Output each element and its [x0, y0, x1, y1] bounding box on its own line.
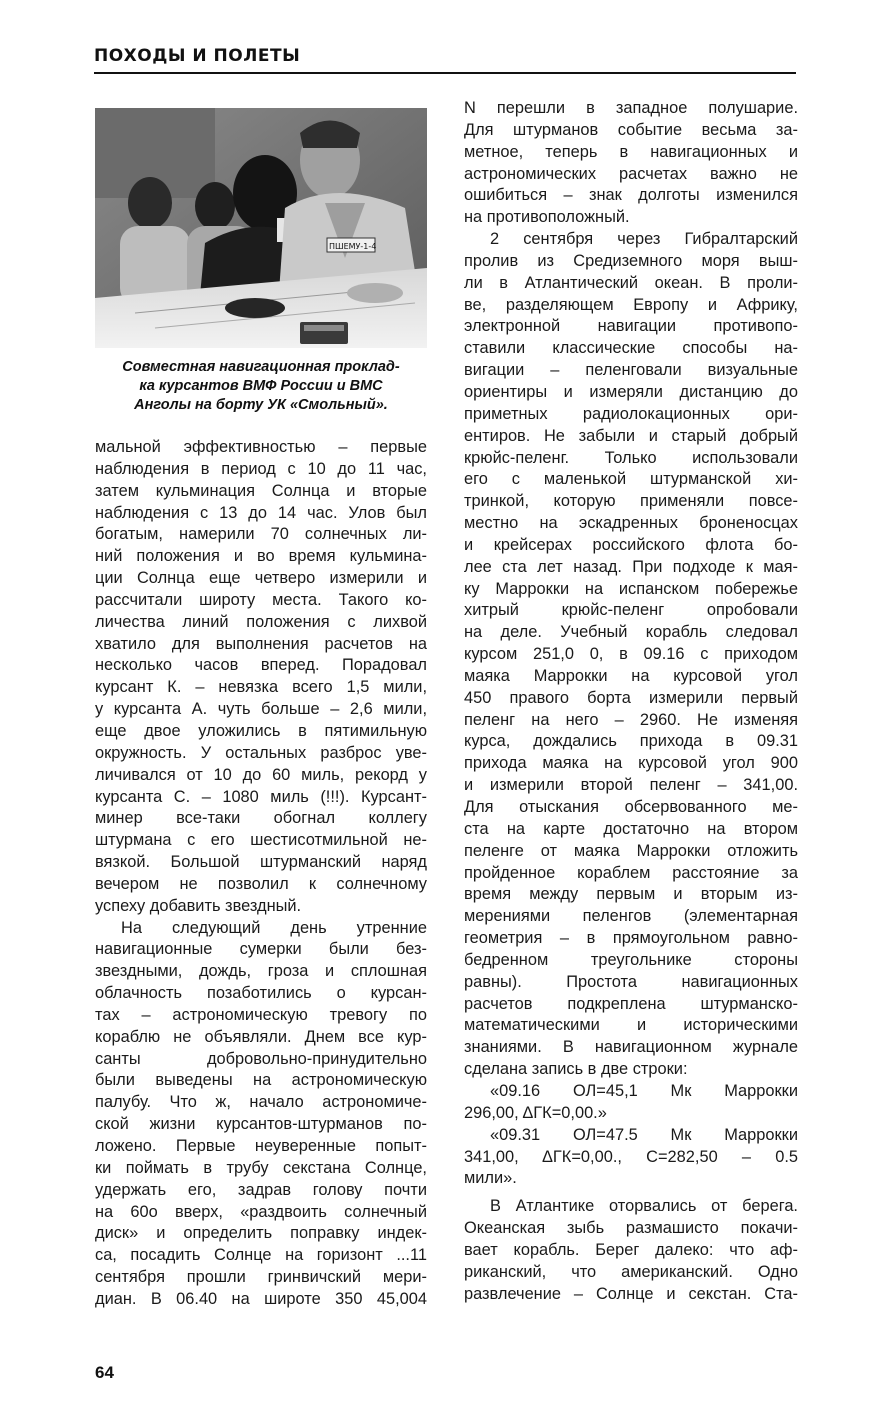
text-line: вает корабль. Берег далеко: что аф-	[464, 1240, 798, 1259]
text-line: сентября прошли гринвичский мери-	[95, 1268, 427, 1287]
text-line: курсанта С. – 1080 миль (!!!). Курсант-	[95, 787, 427, 806]
text-line: курсом 251,0 0, в 09.16 с приходом	[464, 645, 798, 664]
text-line: мили».	[464, 1169, 517, 1188]
text-line: богатым, намерили 70 солнечных ли-	[95, 525, 427, 544]
text-line: и измерили второй пеленг – 341,00.	[464, 776, 798, 795]
name-tag-text: ПШЕМУ-1-4	[329, 242, 377, 251]
right-text-column	[464, 98, 798, 1305]
text-line: ской жизни курсантов-штурманов по-	[95, 1115, 427, 1134]
text-line: палубу. Что ж, начало астрономиче-	[95, 1093, 427, 1112]
text-line: время между первым и вторым из-	[464, 885, 798, 904]
text-line: окружность. У остальных разброс уве-	[95, 743, 427, 762]
text-line: развлечение – Солнце и секстан. Ста-	[464, 1284, 798, 1303]
text-line: N перешли в западное полушарие.	[464, 99, 798, 117]
text-line: электронной навигации противопо-	[464, 317, 798, 336]
text-line: навигационные сумерки были без-	[95, 940, 427, 959]
text-line: вигации – пеленговали визуальные	[464, 361, 798, 380]
caption-line: Анголы на борту УК «Смольный».	[134, 397, 388, 413]
text-line: несколько часов вперед. Порадовал	[95, 656, 427, 675]
text-line: маяка Маррокки на курсовой угол	[464, 666, 798, 685]
text-line: ошибиться – знак долготы изменился	[464, 186, 798, 205]
text-line: вязкой. Большой штурманский наряд	[95, 853, 427, 872]
text-line: прихода маяка на курсовой угол 900	[464, 754, 798, 773]
text-line: ориентиры и измеряли дистанцию до	[464, 382, 798, 401]
text-line: математическими и историческими	[464, 1016, 798, 1035]
text-line: пролив из Средиземного моря выш-	[464, 251, 798, 270]
text-line: «09.31 ОЛ=47.5 Мк Маррокки	[490, 1125, 798, 1144]
text-line: кораблю не объявляли. Днем все кур-	[95, 1027, 427, 1046]
text-line: наблюдения в период с 10 до 11 час,	[95, 459, 427, 478]
text-line: 341,00, ΔГК=0,00., С=282,50 – 0.5	[464, 1147, 798, 1166]
text-line: ку Маррокки на испанском побережье	[464, 579, 798, 598]
text-line: курса, дождались прихода в 09.31	[464, 732, 798, 751]
text-line: хитрый крюйс-пеленг опробовали	[464, 601, 798, 620]
text-line: местно на эскадренных броненосцах	[464, 514, 798, 533]
text-line: ставили классические способы на-	[464, 339, 798, 358]
text-line: расчетов подкреплена штурманско-	[464, 994, 798, 1013]
text-line: ста на карте достаточно на втором	[464, 819, 798, 838]
text-line: на деле. Учебный корабль следовал	[464, 623, 798, 642]
text-line: и крейсерах российского флота бо-	[464, 535, 798, 554]
text-line: 450 правого борта измерили первый	[464, 688, 798, 707]
caption-line: ка курсантов ВМФ России и ВМС	[139, 378, 383, 394]
text-line: звездными, дождь, гроза и сплошная	[95, 962, 427, 981]
text-line: мальной эффективностью – первые	[95, 438, 427, 456]
caption-line: Совместная навигационная проклад-	[122, 359, 400, 375]
text-line: вечером не позволил к солнечному	[95, 874, 427, 893]
text-line: бедренном треугольнике стороны	[464, 950, 798, 969]
text-line: 296,00, ΔГК=0,00.»	[464, 1103, 607, 1122]
text-line: удержать его, задрав голову почти	[95, 1180, 427, 1199]
text-line: Для штурманов событие весьма за-	[464, 120, 798, 139]
text-line: ентиров. Не забыли и старый добрый	[464, 426, 798, 445]
text-line: ве, разделяющем Европу и Африку,	[464, 295, 798, 314]
text-line: еще двое уложились в пятимильную	[95, 721, 427, 740]
cadets-photo	[95, 108, 427, 348]
text-line: личивался от 10 до 60 миль, рекорд у	[95, 765, 427, 784]
text-line: личества линий положения с лихвой	[95, 612, 427, 631]
text-line: рассчитали широту места. Такого ко-	[95, 590, 427, 609]
text-line: курсант К. – невязка всего 1,5 мили,	[95, 678, 427, 697]
text-line: сделана запись в две строки:	[464, 1060, 688, 1079]
text-line: мерениями пеленгов (элементарная	[464, 907, 798, 926]
text-line: облачность позаботились о курсан-	[95, 984, 427, 1003]
text-line: диск» и определить поправку индек-	[95, 1224, 427, 1243]
text-line: на 60о вверх, «раздвоить солнечный	[95, 1202, 427, 1221]
text-line: риканский, что американский. Одно	[464, 1262, 798, 1281]
text-line: приметных радиолокационных ори-	[464, 404, 798, 423]
text-line: ложено. Первые неуверенные попыт-	[95, 1137, 427, 1155]
text-line: минер все-таки обогнал коллегу	[95, 809, 427, 828]
text-line: хватило для выполнения расчетов на	[95, 634, 427, 653]
text-line: затем кульминация Солнца и вторые	[95, 481, 427, 500]
text-line: В Атлантике оторвались от берега.	[490, 1197, 798, 1216]
page-number: 64	[95, 1363, 114, 1382]
text-line: На следующий день утренние	[121, 918, 427, 937]
photo-caption	[95, 358, 427, 415]
text-line: пеленге от маяка Маррокки отложить	[464, 841, 798, 860]
text-line: лее ста лет назад. При подходе к мая-	[464, 557, 798, 576]
text-line: тах – астрономическую тревогу по	[95, 1005, 427, 1024]
text-line: астрономических расчетах важно не	[464, 164, 798, 183]
text-line: ний положения и во время кульмина-	[95, 547, 427, 566]
text-line: успеху добавить звездный.	[95, 896, 302, 915]
text-line: 2 сентября через Гибралтарский	[490, 230, 798, 249]
text-line: диан. В 06.40 на широте 350 45,004	[95, 1289, 427, 1308]
text-line: «09.16 ОЛ=45,1 Мк Маррокки	[490, 1081, 798, 1100]
text-line: были выведены на астрономическую	[95, 1071, 427, 1090]
text-line: на противоположный.	[464, 208, 630, 227]
section-header	[94, 44, 796, 74]
text-line: геометрия – в прямоугольном равно-	[464, 929, 798, 948]
text-line: его с маленькой штурманской хи-	[464, 470, 798, 489]
text-line: ли в Атлантический океан. В проли-	[464, 273, 798, 292]
text-line: Для отыскания обсервованного ме-	[464, 798, 798, 816]
text-line: наблюдения с 13 до 14 час. Улов был	[95, 503, 427, 522]
text-line: у курсанта А. чуть больше – 2,6 мили,	[95, 700, 427, 719]
text-line: метное, теперь в навигационных и	[464, 142, 798, 161]
text-line: са, посадить Солнце на горизонт ...11	[95, 1246, 427, 1265]
text-line: Океанская зыбь размашисто покачи-	[464, 1219, 798, 1238]
left-text-column	[95, 437, 427, 1311]
text-line: санты добровольно-принудительно	[95, 1049, 427, 1068]
text-line: пеленг на него – 2960. Не изменяя	[464, 710, 798, 729]
text-line: ции Солнца еще четверо измерили и	[95, 569, 427, 588]
text-line: пройденное кораблем расстояние за	[464, 863, 798, 882]
text-line: равны). Простота навигационных	[464, 972, 798, 991]
text-line: крюйс-пеленг. Только использовали	[464, 448, 798, 467]
text-line: ки поймать в трубу секстана Солнце,	[95, 1158, 427, 1177]
section-title: ПОХОДЫ И ПОЛЕТЫ	[94, 46, 301, 66]
text-line: штурмана с его шестисотмильной не-	[95, 831, 427, 850]
text-line: тринкой, которую применяли повсе-	[464, 492, 798, 511]
text-line: знаниями. В навигационном журнале	[464, 1038, 798, 1057]
